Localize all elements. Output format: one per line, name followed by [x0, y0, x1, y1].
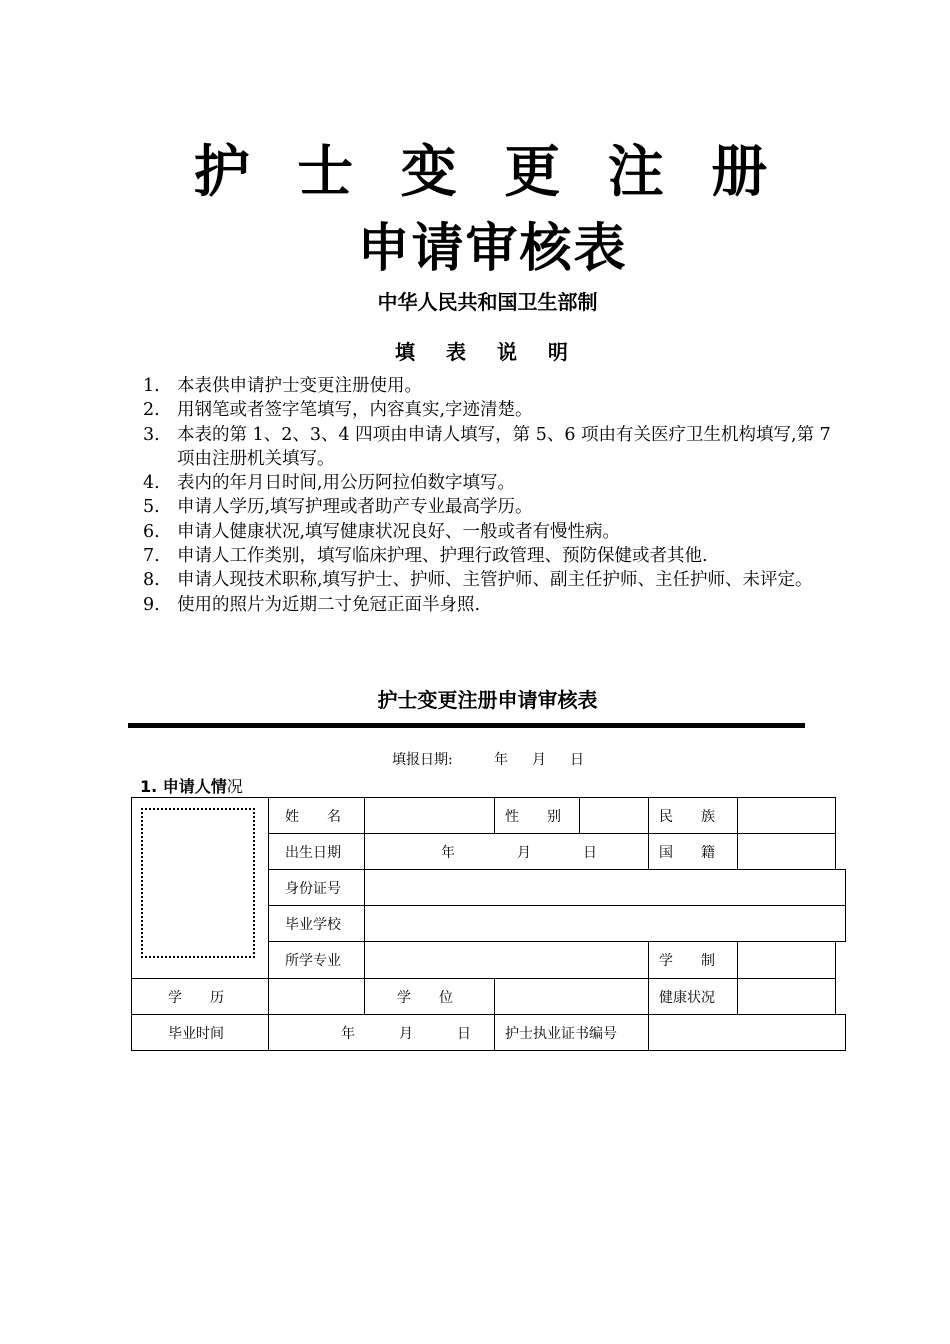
- name-label: 姓 名: [268, 797, 365, 834]
- degree-label: 学 位: [364, 978, 495, 1015]
- fill-date-line: [392, 749, 584, 769]
- title-divider: [128, 723, 805, 728]
- schooling-length-field[interactable]: [737, 941, 836, 979]
- health-field[interactable]: [737, 978, 836, 1015]
- document-title-line1: 护 士 变 更 注 册: [193, 140, 782, 205]
- name-field[interactable]: [364, 797, 495, 834]
- nationality-field[interactable]: [737, 833, 836, 870]
- grad-time-field[interactable]: [268, 1014, 495, 1051]
- section-1-heading: [140, 774, 243, 797]
- birth-day-unit: 日: [583, 844, 597, 861]
- instruction-text: 申请人学历,填写护理或者助产专业最高学历。: [177, 497, 533, 518]
- instruction-number: 6.: [143, 521, 160, 542]
- instruction-number: 3.: [143, 424, 160, 445]
- issuer: 中华人民共和国卫生部制: [377, 290, 598, 314]
- instruction-item: [143, 374, 843, 398]
- fill-date-day: 日: [570, 752, 584, 768]
- grad-year-unit: 年: [341, 1025, 355, 1042]
- instruction-item: [143, 398, 843, 422]
- degree-field[interactable]: [494, 978, 649, 1015]
- fill-date-month: 月: [532, 752, 546, 768]
- instruction-number: 9.: [143, 594, 160, 615]
- id-number-field[interactable]: [364, 869, 846, 906]
- ethnicity-label: 民 族: [648, 797, 738, 834]
- instruction-item: [143, 471, 843, 495]
- license-number-label: 护士执业证书编号: [494, 1014, 649, 1051]
- education-label: 学 历: [131, 978, 269, 1015]
- birth-year-unit: 年: [441, 844, 455, 861]
- instruction-item: [143, 568, 843, 592]
- instructions-heading: 填 表 说 明: [395, 340, 580, 364]
- school-label: 毕业学校: [268, 905, 365, 942]
- school-field[interactable]: [364, 905, 846, 942]
- id-number-label: 身份证号: [268, 869, 365, 906]
- document-title-line2: 申请审核表: [357, 219, 628, 279]
- instruction-text: 用钢笔或者签字笔填写，内容真实,字迹清楚。: [177, 400, 533, 421]
- fill-date-year: 年: [494, 752, 508, 768]
- instruction-text: 本表供申请护士变更注册使用。: [177, 376, 422, 396]
- instruction-item: [143, 593, 843, 617]
- section-1-heading-bold: 1. 申请人情: [140, 777, 227, 796]
- instruction-text: 申请人现技术职称,填写护士、护师、主管护师、副主任护师、主任护师、未评定。: [177, 570, 813, 591]
- instruction-number: 7.: [143, 546, 160, 567]
- grad-day-unit: 日: [457, 1025, 471, 1042]
- instruction-text: 申请人工作类别，填写临床护理、护理行政管理、预防保健或者其他.: [177, 546, 708, 567]
- health-label: 健康状况: [648, 978, 738, 1015]
- form-title: 护士变更注册申请审核表: [377, 688, 598, 712]
- major-label: 所学专业: [268, 941, 365, 979]
- grad-month-unit: 月: [399, 1025, 413, 1042]
- birth-date-field[interactable]: [364, 833, 649, 870]
- instruction-item: [143, 520, 843, 544]
- schooling-length-label: 学 制: [648, 941, 738, 979]
- instruction-item: [143, 544, 843, 568]
- ethnicity-field[interactable]: [737, 797, 836, 834]
- fill-date-label: 填报日期:: [392, 752, 453, 768]
- education-field[interactable]: [268, 978, 365, 1015]
- instructions-list: [143, 374, 843, 617]
- birth-month-unit: 月: [517, 844, 531, 861]
- instruction-text: 表内的年月日时间,用公历阿拉伯数字填写。: [177, 473, 516, 494]
- sex-field[interactable]: [579, 797, 649, 834]
- instruction-number: 5.: [143, 497, 160, 518]
- instruction-number: 1.: [143, 376, 160, 396]
- instruction-number: 4.: [143, 473, 160, 494]
- sex-label: 性 别: [494, 797, 580, 834]
- instruction-text: 申请人健康状况,填写健康状况良好、一般或者有慢性病。: [177, 521, 621, 542]
- major-field[interactable]: [364, 941, 649, 979]
- instruction-number: 8.: [143, 570, 160, 591]
- photo-placeholder: [141, 808, 255, 958]
- instruction-text: 使用的照片为近期二寸免冠正面半身照.: [177, 594, 481, 615]
- section-1-heading-rest: 况: [226, 777, 243, 796]
- instruction-number: 2.: [143, 400, 160, 421]
- nationality-label: 国 籍: [648, 833, 738, 870]
- instruction-item: [143, 495, 843, 519]
- instruction-item: [143, 423, 843, 472]
- license-number-field[interactable]: [648, 1014, 846, 1051]
- birth-date-label: 出生日期: [268, 833, 365, 870]
- instruction-text: 本表的第 1、2、3、4 四项由申请人填写，第 5、6 项由有关医疗卫生机构填写,第 7 项由注册机关填写。: [177, 424, 831, 469]
- grad-time-label: 毕业时间: [131, 1014, 269, 1051]
